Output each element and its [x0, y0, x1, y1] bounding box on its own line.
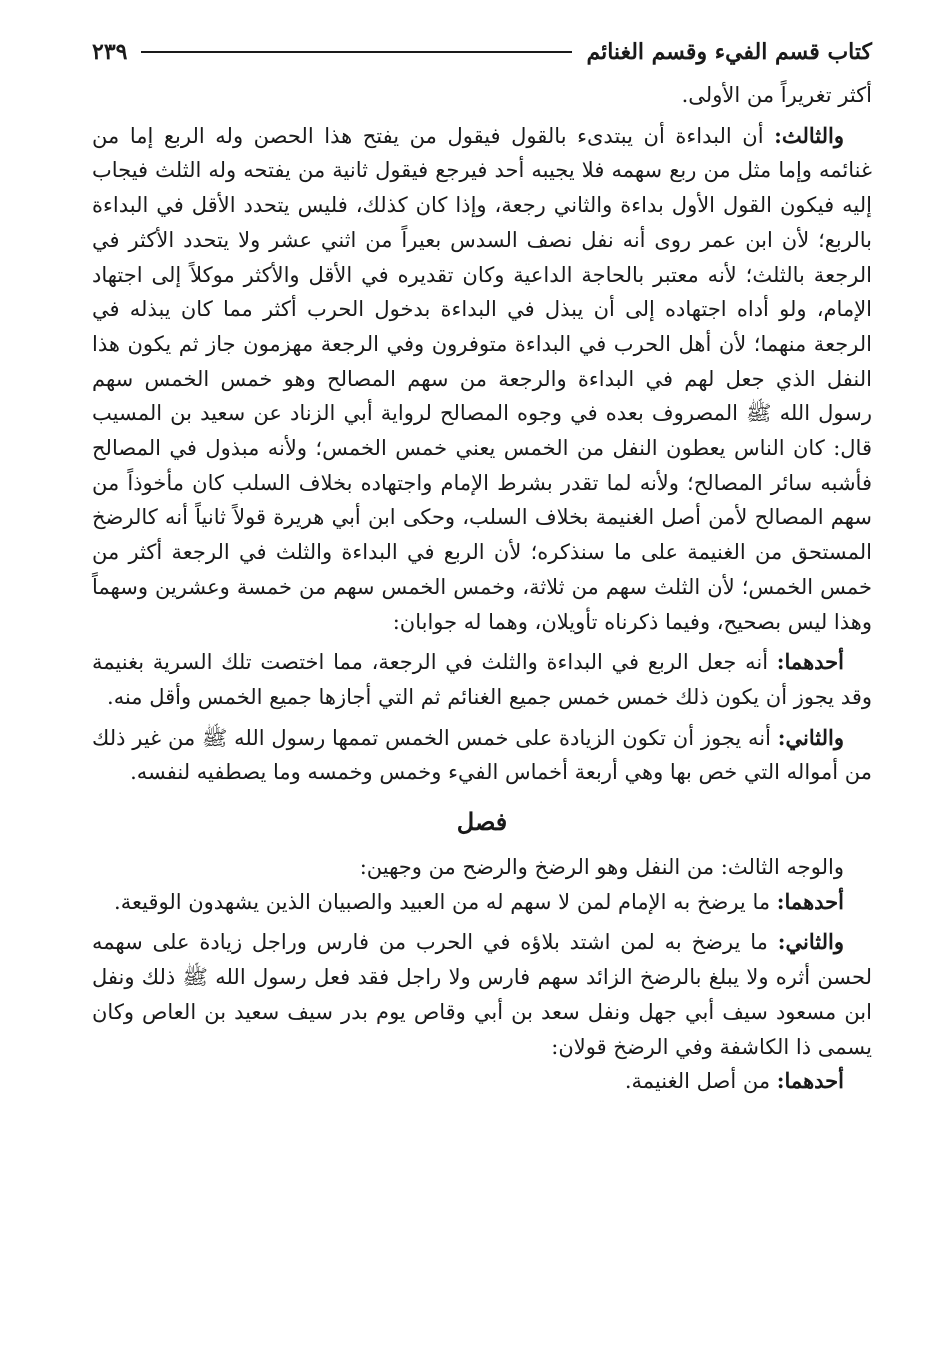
running-title: كتاب قسم الفيء وقسم الغنائم [586, 39, 872, 65]
paragraph-text: أن البداءة أن يبتدىء بالقول فيقول من يفتح هذا الحصن وله الربع إما من غنائمه وإما مثل من ربع سهمه فلا يجيبه أحد فيرجع فيقول ثانية من يفتحه وله الثلث فيجاب إليه فيكون القول الأول بداءة والثاني رجعة، وإذا كان كذلك، فليس يتحدد الأقل في البداءة بالربع؛ لأن ابن عمر روى أنه نفل نصف السدس بعيراً من اثني عشر ولا يتحدد الأكثر في الرجعة بالثلث؛ لأنه معتبر بالحاجة الداعية وكان تقديره في الأقل والأكثر موكلاً إلى اجتهاد الإمام، ولو أداه اجتهاده إلى أن يبذل في البداءة بدخول الحرب أكثر مما كان يبذله في الرجعة منهما؛ لأن أهل الحرب في البداءة متوفرون وفي الرجعة مهزمون جاز ثم يكون هذا النفل الذي جعل لهم في البداءة والرجعة من سهم المصالح وهو خمس الخمس سهم رسول الله ﷺ المصروف بعده في وجوه المصالح لرواية أبي الزناد عن سعيد بن المسيب قال: كان الناس يعطون النفل من الخمس يعني خمس الخمس؛ ولأنه مبذول في المصالح فأشبه سائر المصالح؛ ولأنه لما تقدر بشرط الإمام واجتهاده بخلاف السلب كان مأخوذاً من سهم المصالح لأمن أصل الغنيمة بخلاف السلب، وحكى ابن أبي هريرة قولاً ثانياً أنه كالرضخ المستحق من الغنيمة على ما سنذكره؛ لأن الربع في البداءة والثلث في الرجعة أكثر من خمس الخمس؛ لأن الثلث سهم من ثلاثة، وخمس الخمس سهم من خمسة وعشرين وسهماً وهذا ليس بصحيح، وفيما ذكرناه تأويلان، وهما له جوابان: [92, 123, 872, 634]
paragraph-first-answer [92, 645, 872, 714]
header-rule [141, 51, 572, 53]
paragraph-continuation: أكثر تغريراً من الأولى. [681, 83, 872, 107]
paragraph-second-kind [92, 925, 872, 1064]
paragraph-lead: أحدهما: [776, 888, 844, 914]
book-page [92, 32, 872, 1099]
paragraph-lead: أحدهما: [776, 649, 844, 675]
paragraph-lead: أحدهما: [776, 1068, 844, 1094]
paragraph-text: من أصل الغنيمة. [624, 1069, 777, 1094]
paragraph-text: أنه جعل الربع في البداءة والثلث في الرجعة، مما اختصت تلك السرية بغنيمة وقد يجوز أن يكون ذلك خمس خمس جميع الغنائم ثم التي أجازها جميع الخمس وأقل منه. [92, 650, 872, 709]
paragraph-lead: والثاني: [777, 724, 844, 750]
paragraph-text: أنه يجوز أن تكون الزيادة على خمس الخمس تممها رسول الله ﷺ من غير ذلك من أمواله التي خص بها وهي أربعة أخماس الفيء وخمس وخمسه وما يصطفيه لنفسه. [92, 725, 872, 785]
paragraph-first-kind [92, 885, 872, 920]
paragraph-text: ما يرضخ به لمن اشتد بلاؤه في الحرب من فارس وراجل زيادة على سهمه لحسن أثره ولا يبلغ بالرضخ الزائد سهم فارس ولا راجل فقد فعل رسول الله ﷺ ذلك ونفل ابن مسعود سيف أبي جهل ونفل سعد بن أبي وقاص يوم بدر سيف سعيد بن العاص وكان يسمى ذا الكاشفة وفي الرضخ قولان: [92, 930, 872, 1059]
paragraph-second-answer [92, 721, 872, 790]
paragraph-third [92, 119, 872, 640]
running-header [92, 32, 872, 72]
section-intro: والوجه الثالث: من النفل وهو الرضخ والرضح من وجهين: [359, 855, 844, 880]
body-text [92, 78, 872, 1099]
paragraph-text: ما يرضخ به الإمام لمن لا سهم له من العبيد والصبيان الذين يشهدون الوقيعة. [114, 889, 777, 914]
paragraph-lead: والثاني: [777, 929, 844, 955]
paragraph-lead: والثالث: [774, 122, 844, 148]
page-number: ٢٣٩ [92, 39, 128, 65]
paragraph-first-opinion [92, 1064, 872, 1099]
section-heading: فصل [456, 807, 508, 837]
